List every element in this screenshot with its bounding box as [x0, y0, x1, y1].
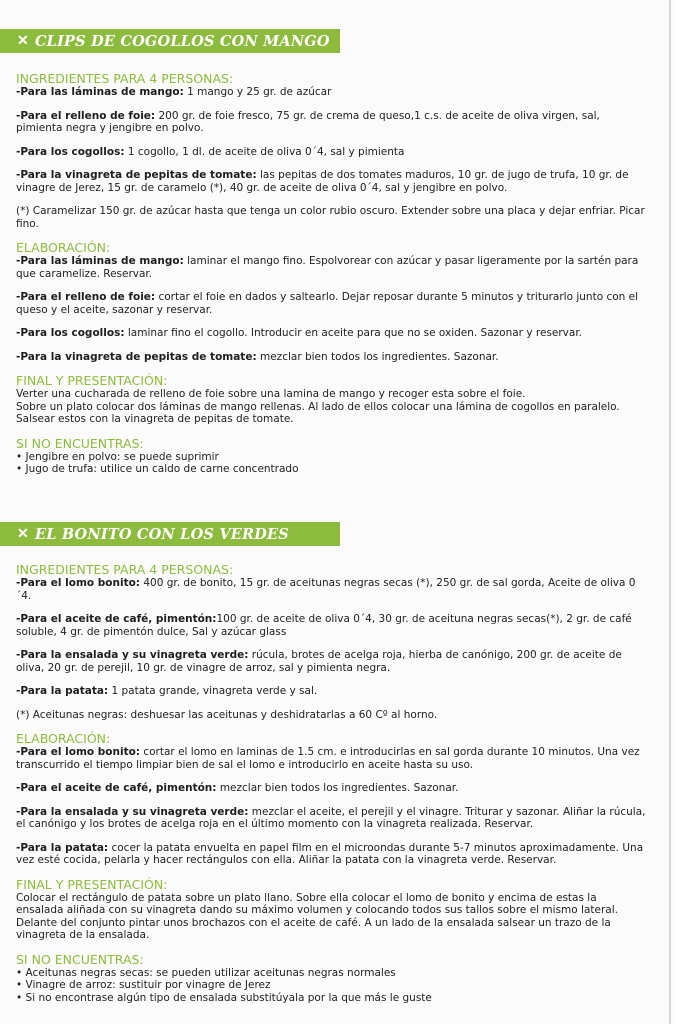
recipe2-ingredients-heading: INGREDIENTES PARA 4 PERSONAS: — [16, 562, 234, 577]
recipe1-elab-2: -Para los cogollos: laminar fino el cogollo. Introducir en aceite para que no se oxiden. Sazonar y reservar. — [16, 327, 583, 339]
recipe1-ingredients-heading: INGREDIENTES PARA 4 PERSONAS: — [16, 71, 234, 86]
recipe1-title: CLIPS DE COGOLLOS CON MANGO — [34, 32, 330, 50]
cutlery-cross-icon: ✕ — [17, 526, 29, 542]
recipe2-ing-0: -Para el lomo bonito: 400 gr. de bonito, 15 gr. de aceitunas negras secas (*), 250 gr. de sal gorda, Aceite de oliva 0´4. — [16, 577, 636, 602]
page-edge — [669, 0, 671, 1024]
recipe2-title: EL BONITO CON LOS VERDES — [34, 525, 289, 543]
recipe1-elab-0: -Para las láminas de mango: laminar el mango fino. Espolvorear con azúcar y pasar ligeramente por la sartén para que caramelize. Reservar. — [16, 255, 639, 280]
recipe1-body — [16, 72, 646, 476]
recipe2-ing-3: -Para la patata: 1 patata grande, vinagreta verde y sal. — [16, 685, 318, 697]
recipe2-notfound-item: • Aceitunas negras secas: se pueden utilizar aceitunas negras normales — [16, 966, 396, 979]
recipe1-ing-3: -Para la vinagreta de pepitas de tomate: las pepitas de dos tomates maduros, 10 gr. de jugo de trufa, 10 gr. de vinagre de Jerez, 15 gr. de caramelo (*), 40 gr. de aceite de oliva 0´4, sal y jengibre en polvo. — [16, 169, 629, 194]
recipe2-notfound-item: • Vinagre de arroz: sustituir por vinagre de Jerez — [16, 979, 271, 991]
cutlery-cross-icon: ✕ — [17, 33, 29, 49]
recipe2-ing-2: -Para la ensalada y su vinagreta verde: rúcula, brotes de acelga roja, hierba de canónigo, 200 gr. de aceite de oliva, 20 gr. de perejil, 10 gr. de vinagre de arroz, sal y pimienta negra. — [16, 649, 622, 674]
recipe1-notfound-item: • Jugo de trufa: utilice un caldo de carne concentrado — [16, 463, 299, 475]
recipe2-notfound-heading: SI NO ENCUENTRAS: — [16, 951, 144, 967]
recipe1-final-heading: FINAL Y PRESENTACIÓN: — [16, 373, 168, 388]
recipe1-ing-0: -Para las láminas de mango: 1 mango y 25 gr. de azúcar — [16, 86, 332, 98]
recipe2-elaboration-heading: ELABORACIÓN: — [16, 731, 111, 746]
recipe2-elab-1: -Para el aceite de café, pimentón: mezclar bien todos los ingredientes. Sazonar. — [16, 782, 459, 794]
recipe2-elab-0: -Para el lomo bonito: cortar el lomo en laminas de 1.5 cm. e introducirlas en sal gorda durante 10 minutos. Una vez transcurrido el tiempo limpiar bien de sal el lomo e introducirlo en aceite hasta su uso. — [16, 746, 640, 771]
recipe1-elaboration-heading: ELABORACIÓN: — [16, 240, 111, 255]
recipe2-elab-2: -Para la ensalada y su vinagreta verde: mezclar el aceite, el perejil y el vinagre. Triturar y sazonar. Aliñar la rúcula, el canónigo y los brotes de acelga roja en el último momento con la vinagreta realizada. Reservar. — [16, 805, 646, 830]
recipe1-final-line: Salsear estos con la vinagreta de pepitas de tomate. — [16, 413, 294, 425]
recipe2-elab-3: -Para la patata: cocer la patata envuelta en papel film en el microondas durante 5-7 minutos aproximadamente. Una vez esté cocida, pelarla y hacer rectángulos con ella. Aliñar la patata con la vinagreta verde. Reservar. — [16, 841, 644, 866]
recipe1-ing-2: -Para los cogollos: 1 cogollo, 1 dl. de aceite de oliva 0´4, sal y pimienta — [16, 145, 405, 158]
recipe1-notfound-item: • Jengibre en polvo: se puede suprimir — [16, 450, 219, 463]
recipe2-ing-note: (*) Aceitunas negras: deshuesar las aceitunas y deshidratarlas a 60 Cº al horno. — [16, 708, 438, 721]
recipe2-body — [16, 563, 646, 1004]
recipe1-elab-3: -Para la vinagreta de pepitas de tomate: mezclar bien todos los ingredientes. Sazonar. — [16, 350, 499, 363]
recipe1-ing-note: (*) Caramelizar 150 gr. de azúcar hasta que tenga un color rubio oscuro. Extender sobre una placa y dejar enfriar. Picar fino. — [16, 205, 645, 230]
recipe1-elab-1: -Para el relleno de foie: cortar el foie en dados y saltearlo. Dejar reposar durante 5 minutos y triturarlo junto con el queso y el aceite, sazonar y reservar. — [16, 291, 639, 316]
recipe2-notfound-item: • Si no encontrase algún tipo de ensalada substitúyala por la que más le guste — [16, 991, 432, 1004]
recipe1-final-line: Verter una cucharada de relleno de foie sobre una lamina de mango y recoger esta sobre el foie. — [16, 388, 526, 400]
recipe1-final-line: Sobre un plato colocar dos láminas de mango rellenas. Al lado de ellos colocar una lámina de cogollos en paralelo. — [16, 400, 620, 413]
recipe2-final-heading: FINAL Y PRESENTACIÓN: — [16, 876, 168, 892]
recipe1-ing-1: -Para el relleno de foie: 200 gr. de foie fresco, 75 gr. de crema de queso,1 c.s. de aceite de oliva virgen, sal, pimienta negra y jengibre en polvo. — [16, 109, 600, 134]
recipe2-title-band — [0, 522, 340, 546]
recipe2-ing-1: -Para el aceite de café, pimentón:100 gr. de aceite de oliva 0´4, 30 gr. de aceituna negras secas(*), 2 gr. de café soluble, 4 gr. de pimentón dulce, Sal y azúcar glass — [16, 613, 632, 638]
recipe2-final-line: Colocar el rectángulo de patata sobre un plato llano. Sobre ella colocar el lomo de bonito y encima de estas la ensalada aliñada con su vinagreta dando su máximo volumen y colocando todos sus tallos sobre el mismo lateral. Delante del conjunto pintar unos brochazos con el aceite de café. A un lado de la ensalada salsear un trazo de la vinagreta de la ensalada. — [16, 891, 618, 941]
recipe1-notfound-heading: SI NO ENCUENTRAS: — [16, 435, 144, 451]
recipe1-title-band — [0, 29, 340, 53]
